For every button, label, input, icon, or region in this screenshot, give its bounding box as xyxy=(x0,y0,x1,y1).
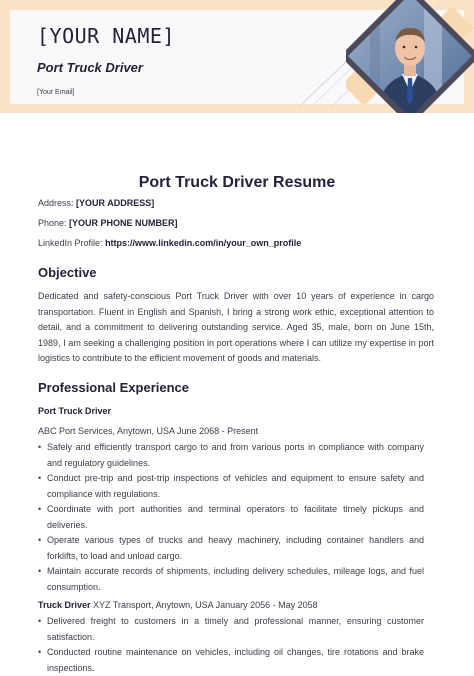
list-item: • Safely and efficiently transport cargo to and from various ports in compliance with company and regulatory guidelines. xyxy=(38,440,424,471)
candidate-name: [YOUR NAME] xyxy=(37,24,175,48)
list-item: • Delivered freight to customers in a timely and professional manner, ensuring customer satisfaction. xyxy=(38,614,424,645)
page-title: Port Truck Driver Resume xyxy=(138,174,336,191)
objective-text: Dedicated and safety-conscious Port Truck Driver with over 10 years of experience in cargo transportation. Fluent in English and Spanish, I bring a strong work ethic, exceptional attention to detail, and a commitment to delivering outstanding service. Aged 35, male, born on June 15th, 1989, I am seeking a challenging position in port operations where I can utilize my expertise in port logistics to contribute to the efficient movement of goods and materials. xyxy=(38,291,434,363)
phone-line xyxy=(38,218,178,228)
address-label: Address: xyxy=(38,198,74,208)
job2-line xyxy=(38,600,318,610)
job1-bullets xyxy=(38,440,424,595)
phone-label: Phone: xyxy=(38,218,67,228)
job2-title: Truck Driver xyxy=(38,600,91,610)
linkedin-label: LinkedIn Profile: xyxy=(38,238,103,248)
phone-value: [YOUR PHONE NUMBER] xyxy=(69,218,178,228)
address-value: [YOUR ADDRESS] xyxy=(76,198,155,208)
profile-photo-area xyxy=(346,0,474,113)
list-item: • Maintain accurate records of shipments, including delivery schedules, mileage logs, and fuel consumption. xyxy=(38,564,424,595)
experience-heading: Professional Experience xyxy=(38,380,190,395)
job1-title: Port Truck Driver xyxy=(38,406,112,416)
list-item: • Conduct pre-trip and post-trip inspections of vehicles and equipment to ensure safety and compliance with regulations. xyxy=(38,471,424,502)
linkedin-line xyxy=(38,238,301,248)
list-item: • Conducted routine maintenance on vehicles, including oil changes, tire rotations and brake inspections. xyxy=(38,645,424,676)
address-line xyxy=(38,198,154,208)
resume-header xyxy=(0,0,474,113)
candidate-email: [Your Email] xyxy=(37,89,75,96)
linkedin-link[interactable]: https://www.linkedin.com/in/your_own_profile xyxy=(105,238,302,248)
job2-meta: XYZ Transport, Anytown, USA January 2056 - May 2058 xyxy=(93,600,318,610)
job2-bullets xyxy=(38,614,424,676)
job1-meta: ABC Port Services, Anytown, USA June 2068 - Present xyxy=(38,426,259,436)
objective-heading: Objective xyxy=(38,265,97,280)
list-item: • Coordinate with port authorities and terminal operators to facilitate timely pickups and deliveries. xyxy=(38,502,424,533)
list-item: • Operate various types of trucks and heavy machinery, including container handlers and forklifts, to load and unload cargo. xyxy=(38,533,424,564)
candidate-role: Port Truck Driver xyxy=(37,60,143,75)
